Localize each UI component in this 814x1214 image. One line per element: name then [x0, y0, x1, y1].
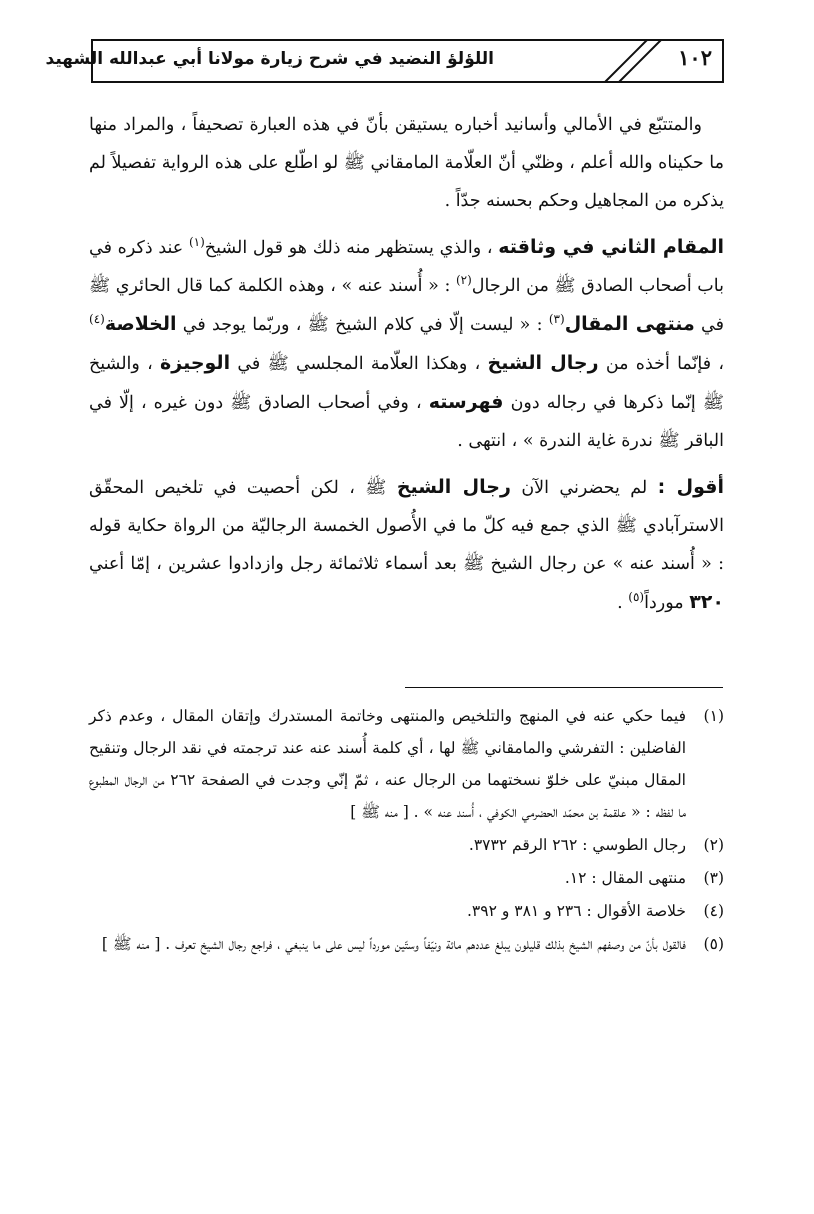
text-run: ، والشيخ ﷺ إنّما ذكرها في رجاله دون: [89, 354, 724, 413]
footnote-ref-2[interactable]: (٢): [455, 273, 472, 288]
footnote-item: [89, 895, 724, 927]
footnote-ref-4[interactable]: (٤): [89, 312, 105, 327]
footnote-number: (١): [703, 707, 724, 725]
bold-title-fihrist: فهرسته: [428, 391, 504, 413]
footnotes: [89, 700, 724, 960]
text-run: ، فإنّما أخذه من: [598, 354, 725, 374]
text-run: ، وهكذا العلّامة المجلسي ﷺ في: [230, 354, 488, 374]
text-run: : « أُسند عنه » ، وهذه الكلمة كما قال الحائري ﷺ في: [89, 276, 724, 335]
text-run: ، وفي أصحاب الصادق ﷺ دون غيره ، إلّا في الباقر ﷺ ندرة غاية الندرة » ، انتهى .: [89, 393, 724, 451]
paragraph-lead-aqulu: أقول :: [657, 476, 724, 498]
footnote-item: [89, 928, 724, 960]
footnote-ref-3[interactable]: (٣): [548, 312, 565, 327]
footnote-text: خلاصة الأقوال : ٢٣٦ و ٣٨١ و ٣٩٢.: [466, 902, 686, 920]
paragraph-2: [89, 228, 724, 460]
footnote-item: [89, 829, 724, 861]
footnote-text: رجال الطوسي : ٢٦٢ الرقم ٣٧٣٢.: [468, 836, 686, 854]
footnote-text: فالقول بأنّ من وصفهم الشيخ بذلك قليلون يبلغ عددهم مائة ونيّفاً وستّين مورداً ليس على ما ينبغي ، فراجع رجال الشيخ تعرف . [ منه ﷺ ]: [101, 935, 686, 953]
text-run: ، والذي يستظهر منه ذلك هو قول الشيخ: [204, 238, 499, 258]
book-title: اللؤلؤ النضيد في شرح زيارة مولانا أبي عبدالله الشهيد: [45, 49, 494, 69]
page-number: ١٠٢: [678, 45, 712, 70]
main-text: [89, 106, 724, 622]
footnote-divider: [405, 687, 723, 688]
bold-title-rijal: رجال الشيخ: [396, 476, 511, 498]
paragraph-1: والمتتبّع في الأمالي وأسانيد أخباره يستيقن بأنّ في هذه العبارة تصحيفاً ، والمراد منها ما حكيناه والله أعلم ، وظنّي أنّ العلّامة المامقاني ﷺ لو اطّلع على هذه الرواية تفصيلاً لم يذكره من المجاهيل وحكم بحسنه جدّاً .: [89, 115, 724, 211]
footnote-item: [89, 862, 724, 894]
bold-title-muntaha: منتهى المقال: [564, 313, 695, 335]
bold-title-khulasa: الخلاصة: [104, 313, 177, 335]
footnote-number: (٣): [703, 869, 724, 887]
footnote-item: [89, 700, 724, 828]
footnote-text: منتهى المقال : ١٢.: [564, 869, 686, 887]
text-run: مورداً: [644, 593, 690, 613]
text-run: .: [617, 593, 629, 613]
section-heading-second-station: المقام الثاني في وثاقته: [498, 236, 725, 258]
running-header: [45, 39, 724, 83]
text-run: عند ذكره في باب أصحاب الصادق ﷺ من الرجال: [89, 238, 724, 296]
footnote-number: (٢): [703, 836, 724, 854]
footnote-ref-5[interactable]: (٥): [628, 590, 645, 605]
footnote-number: (٤): [703, 902, 724, 920]
paragraph-3: [89, 468, 724, 622]
footnote-text: فيما حكي عنه في المنهج والتلخيص والمنتهى وخاتمة المستدرك وإتقان المقال ، وعدم ذكر الفاضلين : التفرشي والمامقاني ﷺ لها ، أي كلمة أُسند عنه عند ترجمته في نقد الرجال وتنقيح المقال مبنيّ على خلوّ نسختهما من الرجال عنه ، ثمّ إنّي وجدت في الصفحة ٢٦٢ من الرجال المطبوع ما لفظه : « علقمة بن محمّد الحضرمي الكوفي ، أُسند عنه » . [ منه ﷺ ]: [89, 707, 686, 821]
bold-count: ٣٢٠: [689, 591, 724, 613]
text-run: لم يحضرني الآن: [510, 478, 658, 498]
bold-title-wajiza: الوجيزة: [160, 352, 231, 374]
footnote-number: (٥): [703, 935, 724, 953]
text-run: : « ليست إلّا في كلام الشيخ ﷺ ، وربّما يوجد في: [176, 315, 549, 335]
footnote-ref-1[interactable]: (١): [188, 235, 205, 250]
bold-title-rijal: رجال الشيخ: [487, 352, 599, 374]
text-run: ﷺ ، لكن أحصيت في تلخيص المحقّق الاسترآبادي ﷺ الذي جمع فيه كلّ ما في الأُصول الخمسة الرجاليّة من الرواة حكاية قوله : « أُسند عنه » عن رجال الشيخ ﷺ بعد أسماء ثلاثمائة رجل وازدادوا عشرين ، إمّا أعني: [89, 478, 724, 574]
